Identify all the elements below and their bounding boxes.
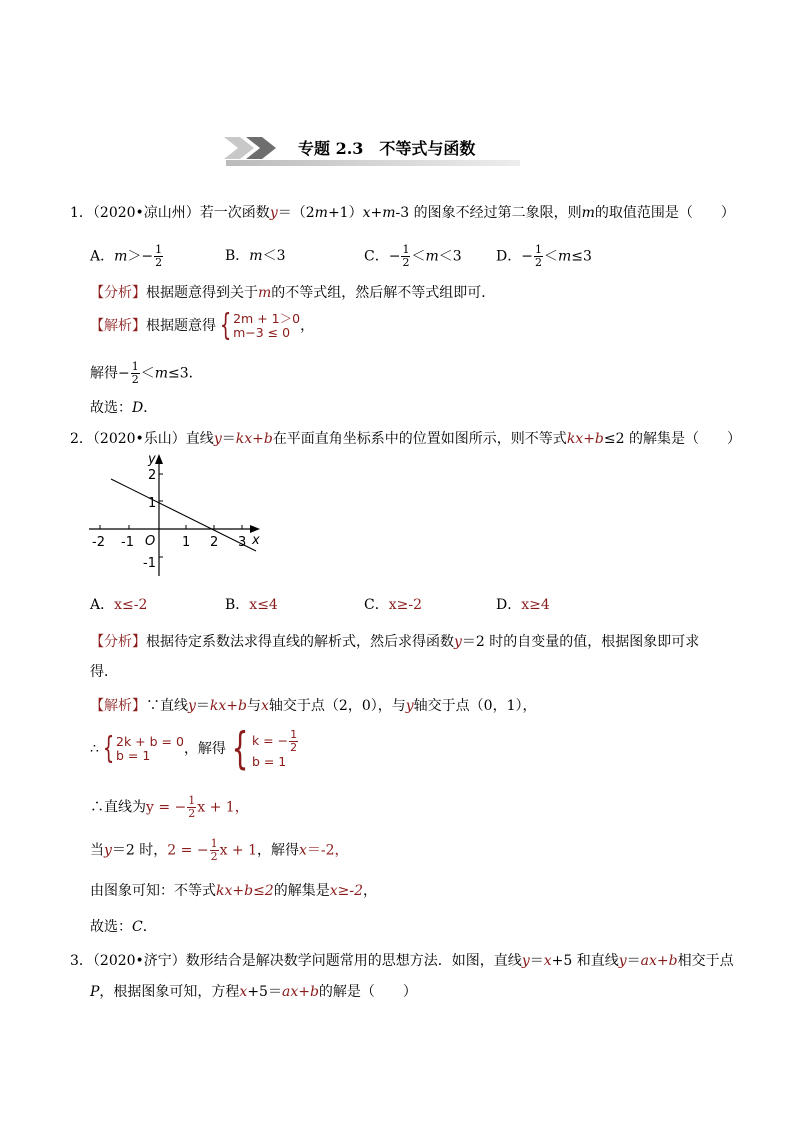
- q2-option-c: [364, 596, 422, 614]
- fraction-numerator: 1: [188, 794, 196, 807]
- answer-text: 故选：: [90, 919, 132, 935]
- q1-option-b: [225, 247, 286, 265]
- fraction: [131, 361, 140, 386]
- page-title: 专题 2.3 不等式与函数: [298, 139, 476, 158]
- q1-text: +1）: [327, 205, 363, 221]
- solution-text: ∵直线: [146, 698, 188, 714]
- answer-letter: C: [132, 919, 143, 935]
- q1-option-a: [90, 244, 164, 269]
- q1-analysis: [90, 284, 495, 302]
- option-var: m: [249, 248, 263, 264]
- q1-answer: [90, 399, 157, 417]
- option-label: C．: [364, 597, 389, 613]
- q3-var: ax+b: [640, 953, 678, 969]
- q2-solution-line5: [90, 882, 377, 900]
- q2-analysis-line1: [90, 633, 699, 651]
- solution-text: 由图象可知：不等式: [90, 883, 216, 899]
- q3-var: y: [521, 953, 530, 969]
- q3-text: ＝: [529, 953, 544, 969]
- option-text: ＜3: [438, 248, 462, 265]
- option-label: C．: [364, 248, 389, 265]
- q2-solution-line1: [90, 697, 536, 715]
- solution-var: x: [299, 842, 307, 859]
- option-text: x≤4: [249, 597, 278, 613]
- q2-solution-line3: [90, 795, 249, 820]
- q2-text: （2020•乐山）直线: [92, 431, 214, 447]
- q2-var: kx+b: [235, 431, 273, 447]
- option-label: B．: [225, 248, 250, 264]
- origin-label: O: [145, 534, 156, 549]
- q3-text: 相交于点: [677, 953, 734, 969]
- q1-stem: [70, 204, 735, 222]
- option-label: A．: [90, 597, 115, 613]
- x-axis-label: x: [252, 533, 260, 548]
- option-text: x≥-2: [388, 597, 422, 613]
- solution-text: 与: [247, 698, 261, 714]
- solution-text: ＝2 时，: [111, 842, 168, 859]
- option-label: B．: [225, 597, 250, 613]
- q3-text: +5 和直线: [551, 953, 619, 969]
- q1-text: 的取值范围是（ ）: [594, 205, 735, 221]
- option-var: m: [114, 248, 128, 265]
- q1-text: -3 的图象不经过第二象限，则: [395, 205, 582, 221]
- q3-var: y: [618, 953, 627, 969]
- solution-var: y: [104, 842, 112, 859]
- answer-letter: D: [132, 400, 144, 416]
- x-tick-label: 1: [182, 535, 191, 550]
- equation-system: { 2k + b = 0 b = 1: [102, 731, 184, 766]
- q3-text: 的解是（ ）: [318, 984, 417, 1000]
- system-row: m−3 ≤ 0: [233, 325, 291, 340]
- solution-text: ∴: [90, 741, 99, 757]
- q2-var: y: [213, 431, 222, 447]
- solution-math: kx+b≤2: [216, 883, 274, 899]
- fraction: [289, 729, 298, 754]
- q1-var: m: [314, 205, 328, 221]
- solve-text: 解得−: [90, 365, 130, 382]
- analysis-text: 根据待定系数法求得直线的解析式，然后求得函数: [146, 634, 454, 650]
- x-tick-label: 2: [210, 535, 219, 550]
- q2-text: ≤2 的解集是（ ）: [603, 431, 741, 447]
- q2-number: 2．: [70, 431, 93, 447]
- answer-text: ．: [142, 919, 157, 935]
- fraction-numerator: 1: [131, 360, 139, 373]
- fraction-denominator: 2: [402, 256, 410, 269]
- solution-text: 轴交于点（2，0），与: [268, 698, 406, 714]
- fraction: [534, 244, 543, 269]
- option-text: x≤-2: [114, 597, 148, 613]
- fraction-numerator: 1: [210, 837, 218, 850]
- q2-option-a: [90, 596, 147, 614]
- double-chevron-icon: [224, 137, 284, 159]
- y-tick-label: -1: [143, 556, 156, 571]
- x-tick-label: -1: [121, 535, 134, 550]
- system-row: 2m + 1＞0: [233, 311, 301, 326]
- option-label: D．: [496, 248, 522, 265]
- q2-analysis-line2: 得．: [90, 664, 118, 680]
- q1-text: （2020•凉山州）若一次函数: [92, 205, 270, 221]
- system-row: [252, 729, 299, 754]
- q3-stem-line2: [90, 983, 417, 1001]
- q3-text: （2020•济宁）数形结合是解决数学问题常用的思想方法．如图，直线: [92, 953, 522, 969]
- solution-text: ，解得: [183, 741, 226, 757]
- analysis-tag: 【分析】: [90, 285, 146, 301]
- q1-var: x: [362, 205, 371, 221]
- fraction: [187, 795, 196, 820]
- system-row: b = 1: [116, 748, 151, 763]
- q3-text: +5＝: [247, 984, 282, 1000]
- solution-math: x + 1，: [197, 799, 249, 816]
- solution-tag: 【解析】: [90, 698, 146, 714]
- analysis-text: 根据题意得到关于: [146, 285, 258, 301]
- q3-var: P: [90, 984, 100, 1000]
- inequality-system: { 2m + 1＞0 m−3 ≤ 0: [219, 308, 301, 343]
- x-axis-arrow-icon: [250, 525, 260, 533]
- q2-solution-line4: [90, 838, 349, 863]
- solution-var: x: [261, 698, 269, 714]
- fraction: [210, 838, 219, 863]
- option-label: D．: [496, 597, 522, 613]
- system-text: k = −: [251, 732, 289, 748]
- fraction-numerator: 1: [290, 727, 298, 741]
- answer-text: 故选：: [90, 400, 132, 416]
- solution-text: ，解得: [257, 842, 299, 859]
- q3-number: 3．: [70, 953, 93, 969]
- fraction: [401, 244, 410, 269]
- solution-text: ，: [362, 883, 377, 899]
- solve-var: m: [154, 365, 169, 382]
- q3-var: ax+b: [281, 984, 319, 1000]
- solution-math: y = −: [146, 799, 187, 816]
- system-row: 2k + b = 0: [116, 734, 184, 749]
- solution-text: ，: [300, 318, 315, 334]
- option-var: m: [557, 248, 572, 265]
- solution-math: 2 = −: [167, 842, 209, 859]
- analysis-tag: 【分析】: [90, 634, 146, 650]
- q1-text: +: [370, 205, 383, 221]
- solution-text: 轴交于点（0，1），: [413, 698, 537, 714]
- q2-text: 在平面直角坐标系中的位置如图所示，则不等式: [272, 431, 567, 447]
- option-var: m: [425, 248, 439, 265]
- y-axis-arrow-icon: [155, 454, 163, 464]
- system-row: b = 1: [251, 753, 287, 769]
- q3-stem-line1: [70, 952, 734, 970]
- q1-var: m: [382, 205, 396, 221]
- q2-text: ＝: [221, 431, 236, 447]
- q2-solution-line2: [90, 723, 299, 774]
- q3-text: ＝: [626, 953, 641, 969]
- y-tick-label: 1: [148, 496, 157, 511]
- q1-solve: [90, 361, 203, 386]
- option-text: x≥4: [521, 597, 550, 613]
- fraction-numerator: 1: [402, 243, 410, 256]
- solution-math: x≥-2: [329, 883, 363, 899]
- solution-text: 当: [90, 842, 104, 859]
- q1-number: 1．: [70, 205, 93, 221]
- fraction-denominator: 2: [155, 256, 163, 269]
- q2-option-d: [496, 596, 550, 614]
- answer-text: ．: [143, 400, 158, 416]
- solution-tag: 【解析】: [90, 318, 146, 334]
- solution-text: 的解集是: [273, 883, 330, 899]
- y-tick-label: 2: [148, 468, 157, 483]
- option-text: ＜3: [262, 248, 286, 264]
- q3-var: x: [239, 984, 248, 1000]
- x-tick-label: -2: [92, 535, 105, 550]
- q2-var: kx+b: [566, 431, 604, 447]
- solution-var: y: [405, 698, 414, 714]
- q1-var: m: [581, 205, 595, 221]
- q1-text: ＝（2: [277, 205, 315, 221]
- solution-math: x + 1: [219, 842, 257, 859]
- analysis-var: y: [454, 634, 462, 650]
- equation-system-result: { k = − $\frac{1}{2}$ b = 1: [231, 723, 298, 774]
- fraction-denominator: 2: [131, 373, 139, 386]
- fraction-denominator: 2: [534, 256, 542, 269]
- q1-solution: [90, 308, 315, 343]
- solution-text: 根据题意得: [146, 318, 216, 334]
- y-axis-label: y: [148, 452, 156, 467]
- option-text: ＞−: [127, 248, 154, 265]
- fraction-numerator: 1: [534, 243, 542, 256]
- analysis-text: 的不等式组，然后解不等式组即可．: [271, 285, 496, 301]
- option-label: A．: [90, 248, 115, 265]
- q2-graph: [86, 451, 266, 579]
- q3-var: x: [543, 953, 552, 969]
- fraction-denominator: 2: [210, 850, 218, 863]
- q2-option-b: [225, 596, 278, 614]
- q2-answer: [90, 918, 157, 936]
- fraction: [154, 244, 163, 269]
- analysis-text: ＝2 时的自变量的值，根据图象即可求: [461, 634, 700, 650]
- x-tick-label: 3: [238, 535, 247, 550]
- q3-text: ，根据图象可知，方程: [99, 984, 240, 1000]
- fraction-denominator: 2: [290, 740, 298, 754]
- solution-var: y: [188, 698, 196, 714]
- analysis-var: m: [258, 285, 272, 301]
- solution-var: kx+b: [209, 698, 247, 714]
- solution-text: ∴直线为: [90, 799, 146, 816]
- q1-option-d: D．− $\frac{1}{2}$ ＜m≤3: [496, 243, 592, 269]
- fraction-denominator: 2: [188, 807, 196, 820]
- solution-math: ＝-2，: [306, 842, 349, 859]
- q1-option-c: C．− $\frac{1}{2}$ ＜m＜3: [364, 243, 462, 269]
- solve-text: ＜: [140, 365, 155, 382]
- title-underline: [226, 160, 520, 166]
- q1-var: y: [269, 205, 278, 221]
- option-text: ≤3: [571, 248, 592, 265]
- solve-text: ≤3．: [168, 365, 203, 382]
- solution-text: ＝: [195, 698, 210, 714]
- fraction-numerator: 1: [155, 243, 163, 256]
- q2-stem: [70, 430, 741, 448]
